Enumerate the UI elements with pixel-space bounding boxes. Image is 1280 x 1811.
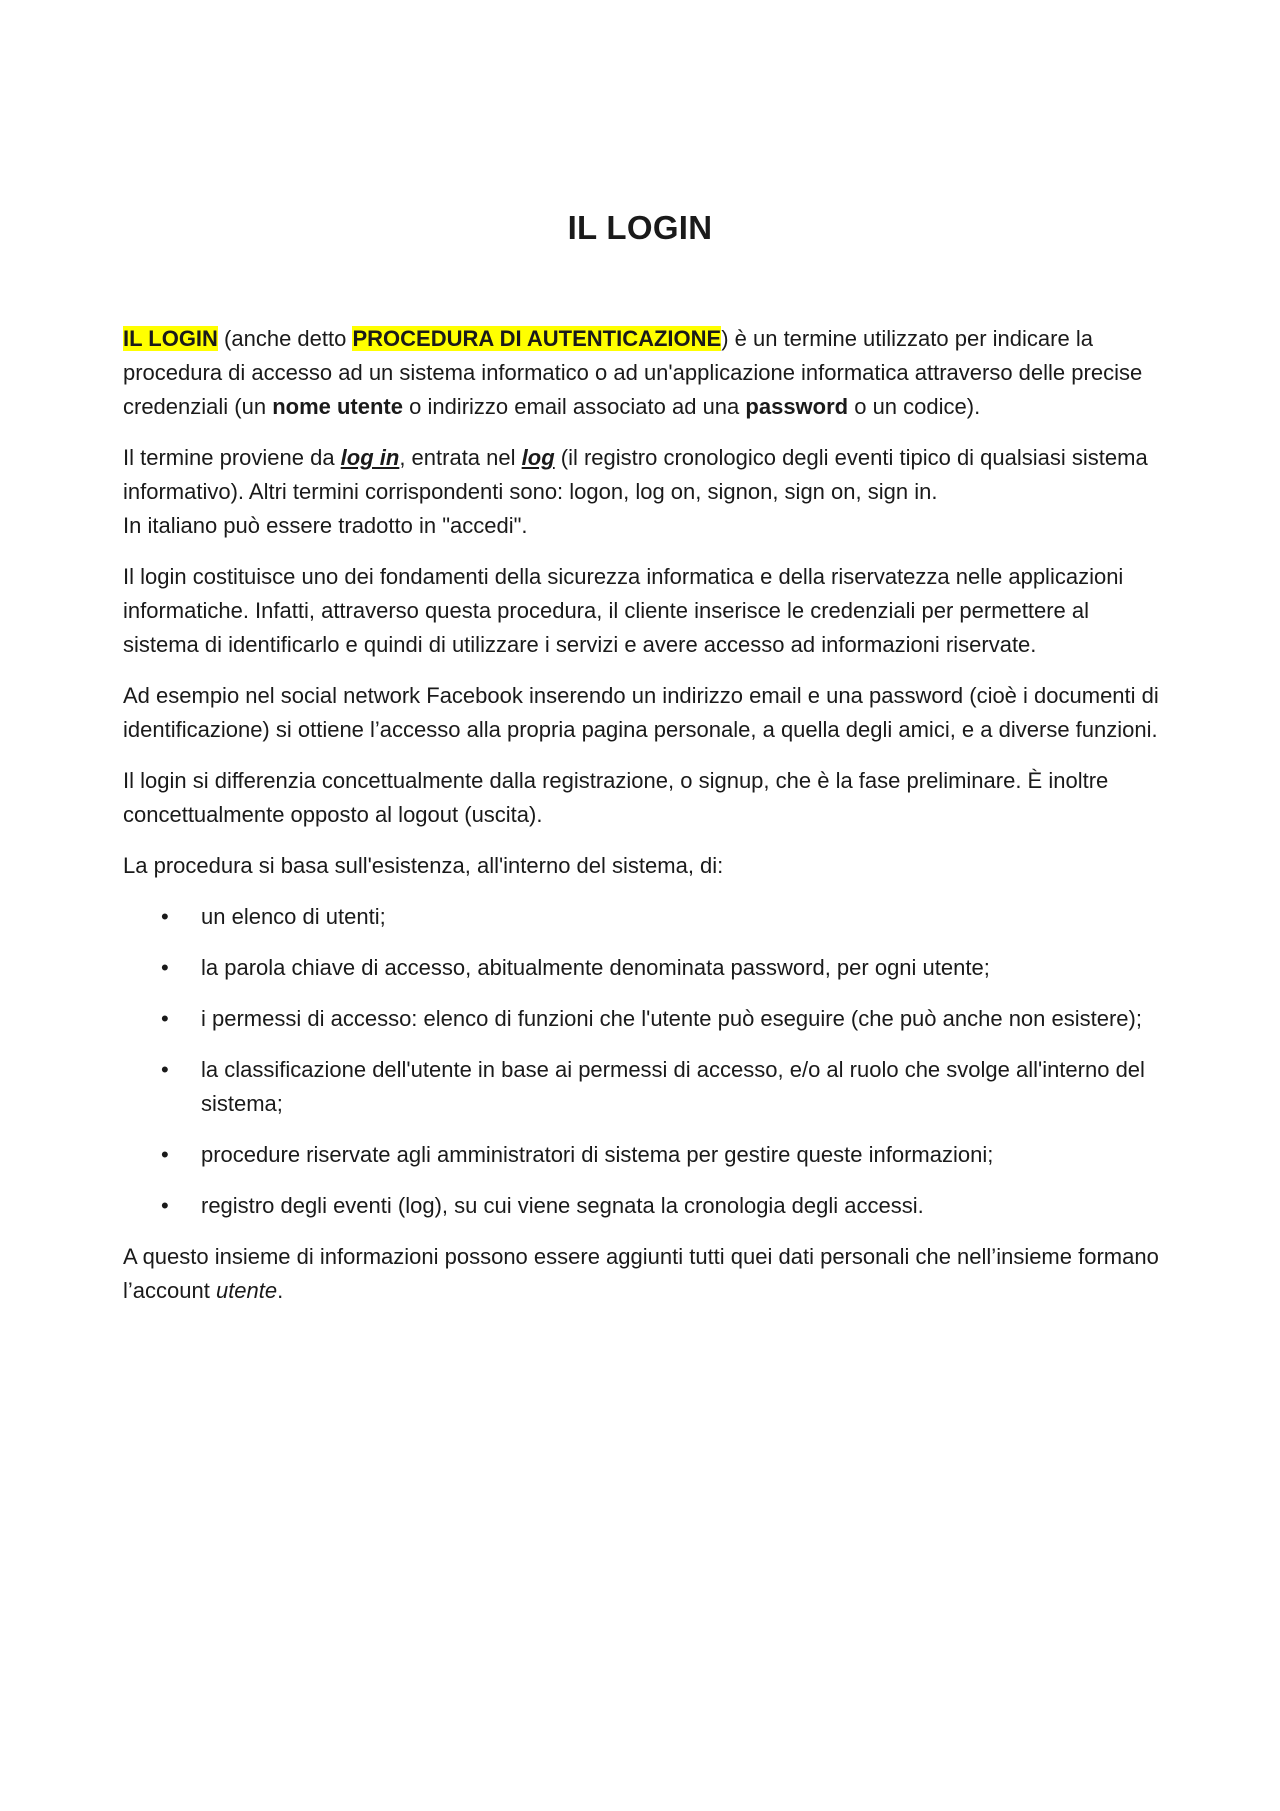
paragraph-origin: Il termine proviene da log in, entrata nel log (il registro cronologico degli eventi tipico di qualsiasi sistema informativo). Altri termini corrispondenti sono: logon, log on, signon, sign on, sign in. In italiano può essere tradotto in "accedi". bbox=[123, 445, 1148, 538]
list-item: • registro degli eventi (log), su cui viene segnata la cronologia degli accessi. bbox=[123, 1189, 1168, 1223]
document-body bbox=[123, 322, 1168, 1325]
bullet-icon: • bbox=[161, 1057, 169, 1082]
bullet-icon: • bbox=[161, 955, 169, 980]
list-item: • un elenco di utenti; bbox=[123, 900, 1168, 934]
list-item: • i permessi di accesso: elenco di funzioni che l'utente può eseguire (che può anche non esistere); bbox=[123, 1002, 1168, 1036]
list-item: • la parola chiave di accesso, abitualmente denominata password, per ogni utente; bbox=[123, 951, 1168, 985]
paragraph-differences: Il login si differenzia concettualmente dalla registrazione, o signup, che è la fase preliminare. È inoltre concettualmente opposto al logout (uscita). bbox=[123, 768, 1109, 827]
bullet-icon: • bbox=[161, 904, 169, 929]
page-title: IL LOGIN bbox=[567, 209, 713, 246]
bullet-icon: • bbox=[161, 1193, 169, 1218]
paragraph-conclusion: A questo insieme di informazioni possono essere aggiunti tutti quei dati personali che nell’insieme formano l’account utente. bbox=[123, 1244, 1159, 1303]
list-item: • procedure riservate agli amministratori di sistema per gestire queste informazioni; bbox=[123, 1138, 1168, 1172]
term-log: log bbox=[521, 445, 555, 470]
term-log-in: log in bbox=[340, 445, 400, 470]
bullet-icon: • bbox=[161, 1006, 169, 1031]
bold-password: password bbox=[745, 394, 849, 419]
bold-nome-utente: nome utente bbox=[272, 394, 403, 419]
bullet-list bbox=[123, 900, 1168, 1223]
highlight-il-login: IL LOGIN bbox=[123, 326, 218, 351]
list-item: • la classificazione dell'utente in base ai permessi di accesso, e/o al ruolo che svolge all'interno del sistema; bbox=[123, 1053, 1168, 1121]
italic-utente: utente bbox=[215, 1278, 278, 1303]
bullet-icon: • bbox=[161, 1142, 169, 1167]
paragraph-definition: IL LOGIN (anche detto PROCEDURA DI AUTENTICAZIONE) è un termine utilizzato per indicare la procedura di accesso ad un sistema informatico o ad un'applicazione informatica attraverso delle precise credenziali (un nome utente o indirizzo email associato ad una password o un codice). bbox=[123, 326, 1143, 419]
paragraph-example: Ad esempio nel social network Facebook inserendo un indirizzo email e una password (cioè i documenti di identificazione) si ottiene l’accesso alla propria pagina personale, a quella degli amici, e a diverse funzioni. bbox=[123, 683, 1159, 742]
paragraph-list-intro: La procedura si basa sull'esistenza, all'interno del sistema, di: bbox=[123, 853, 724, 878]
paragraph-security: Il login costituisce uno dei fondamenti della sicurezza informatica e della riservatezza nelle applicazioni informatiche. Infatti, attraverso questa procedura, il cliente inserisce le credenziali per permettere al sistema di identificarlo e quindi di utilizzare i servizi e avere accesso ad informazioni riservate. bbox=[123, 564, 1124, 657]
highlight-procedura: PROCEDURA DI AUTENTICAZIONE bbox=[352, 326, 722, 351]
